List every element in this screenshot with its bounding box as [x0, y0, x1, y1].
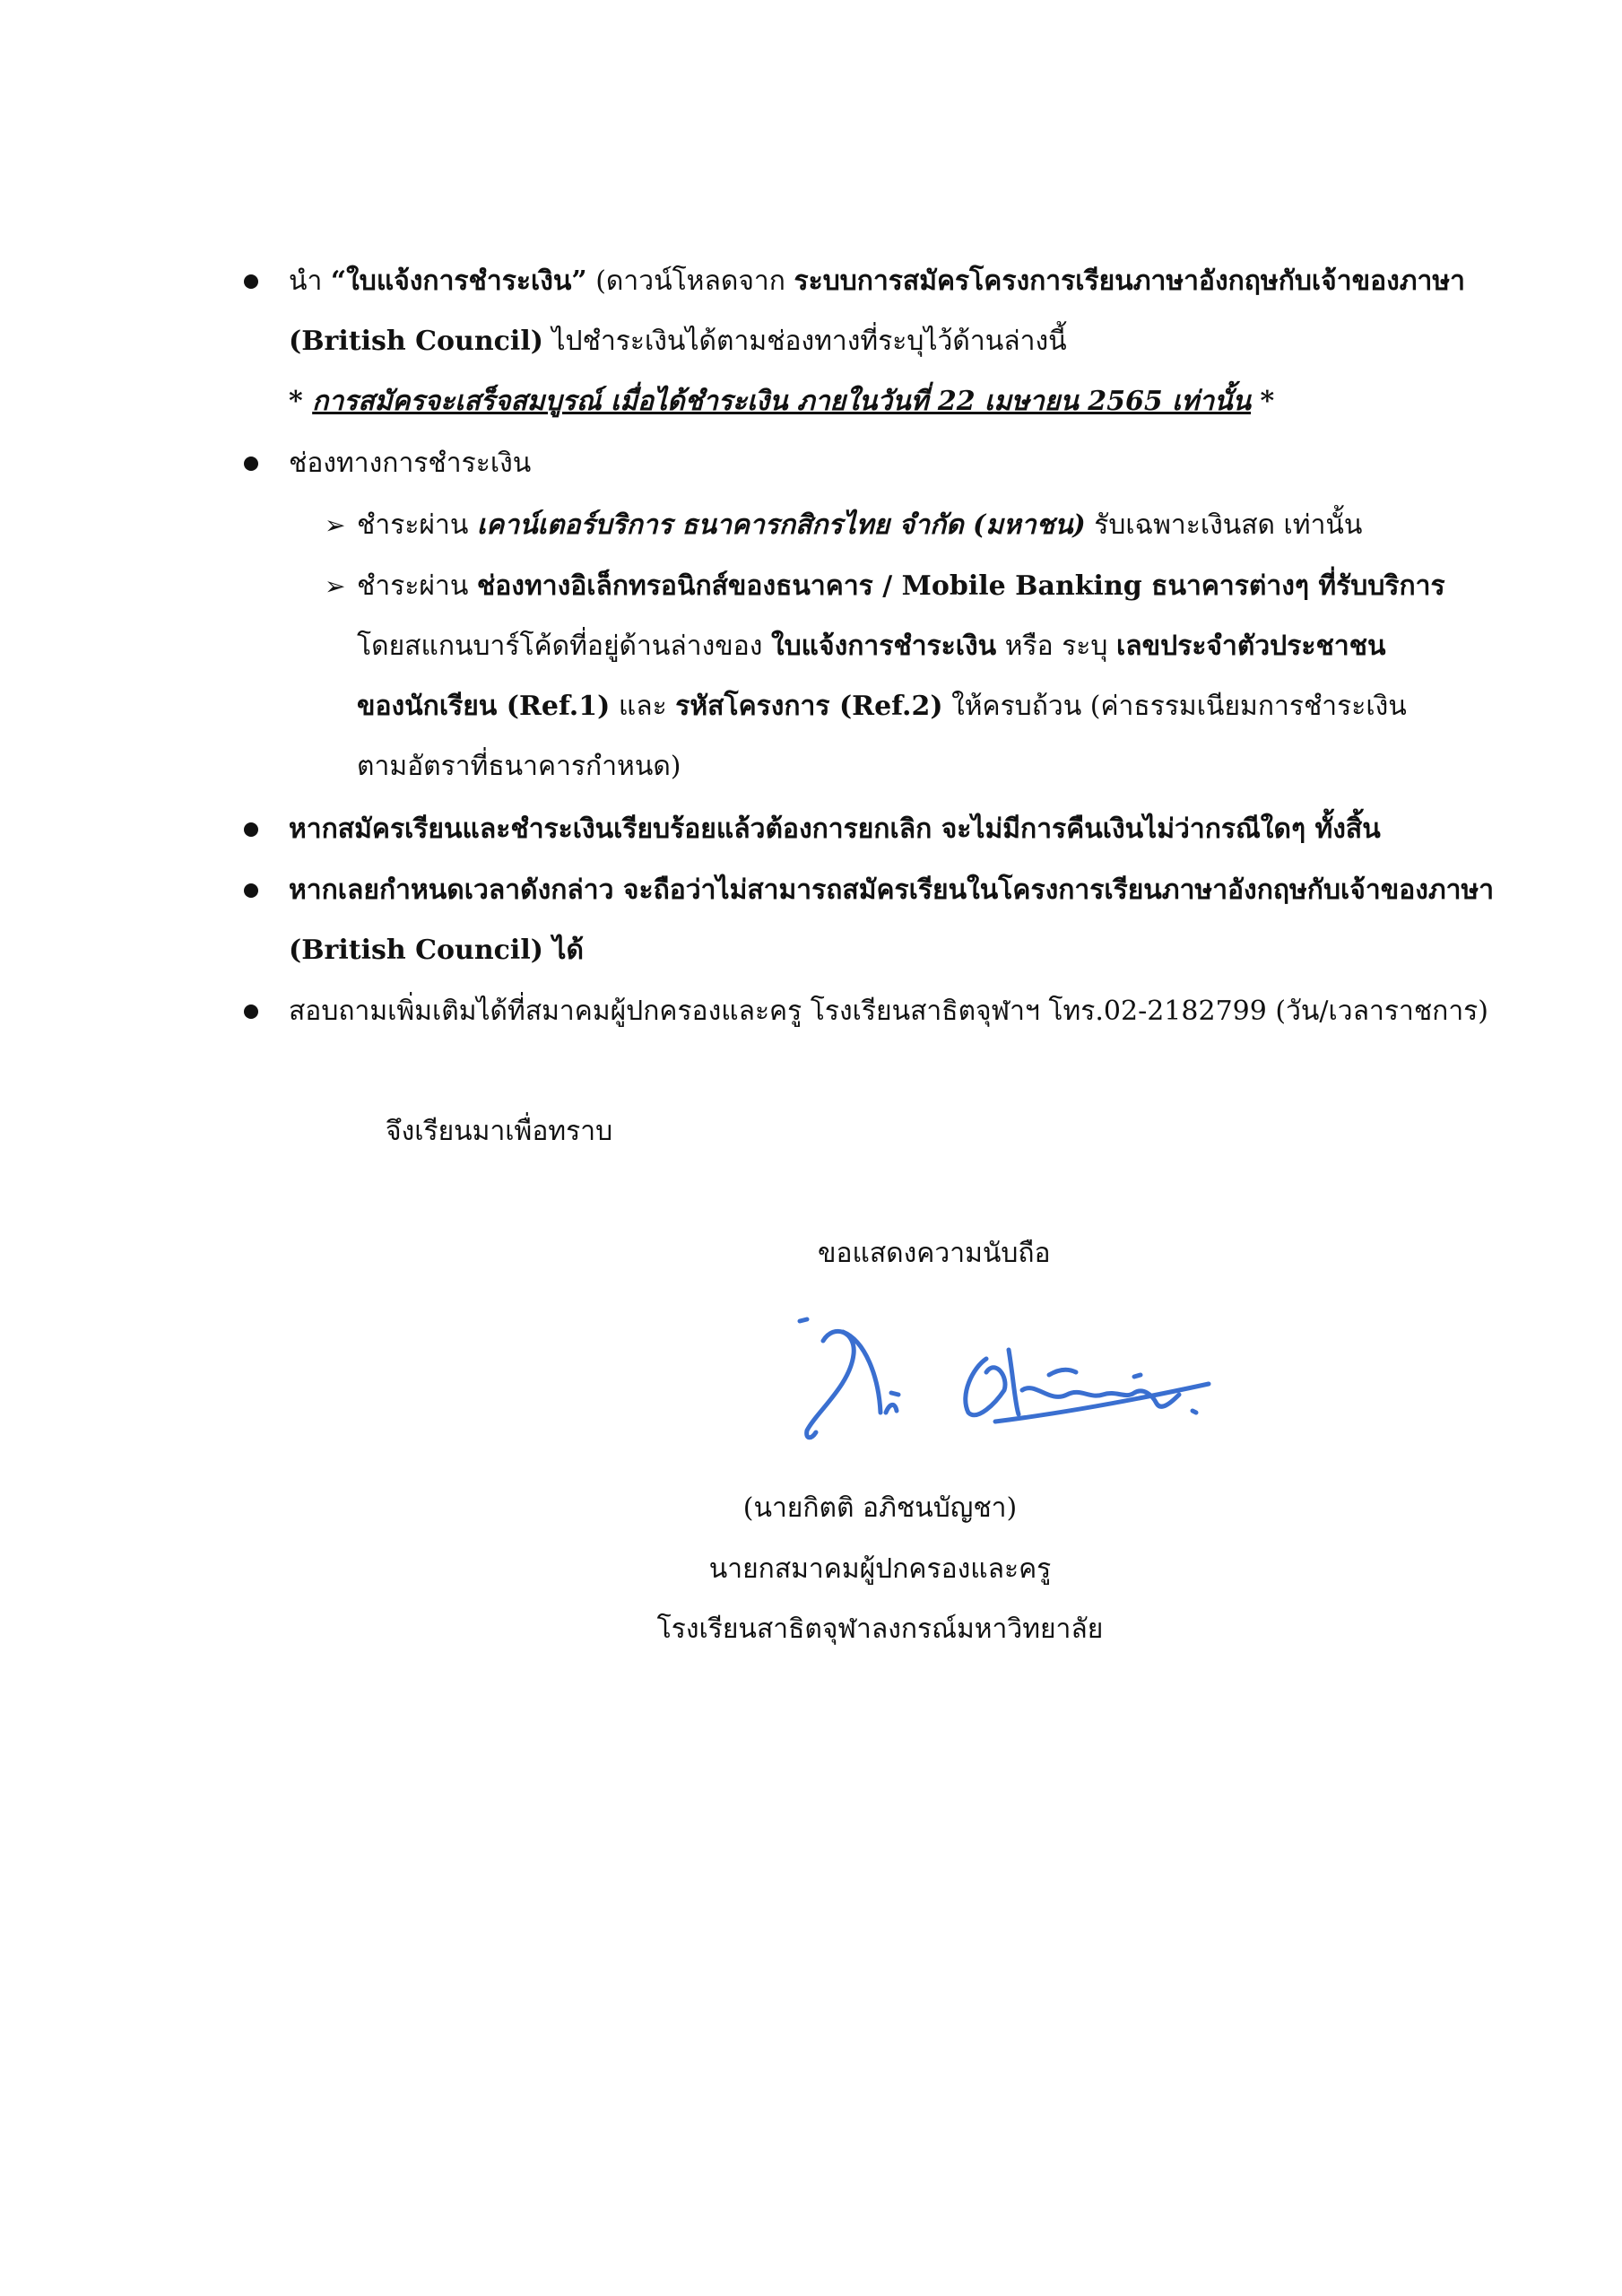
registration-system-label: ระบบการสมัครโครงการเรียนภาษาอังกฤษกับเจ้าของภาษา — [794, 265, 1466, 297]
sub1-suffix: รับเฉพาะเงินสด เท่านั้น — [1094, 509, 1363, 541]
sub2-text-e: ตามอัตราที่ธนาคารกำหนด) — [357, 751, 681, 782]
payment-slip-ref: ใบแจ้งการชำระเงิน — [770, 631, 997, 662]
item4-line2 — [289, 933, 584, 969]
regards-text: ขอแสดงความนับถือ — [818, 1238, 1051, 1269]
deadline-note — [289, 384, 1274, 420]
sub2-text-c: และ — [618, 691, 667, 722]
handwritten-signature — [780, 1305, 1237, 1484]
item1-line1 — [289, 264, 1465, 300]
item1-text-b: (ดาวน์โหลดจาก — [595, 265, 785, 297]
arrow-bullet-icon: ➢ — [325, 571, 346, 601]
item1-text-c: ไปชำระเงินได้ตามช่องทางที่ระบุไว้ด้านล่างนี้ — [551, 326, 1067, 357]
british-council-label: (British Council) — [289, 326, 543, 357]
deadline-note-text: การสมัครจะเสร็จสมบูรณ์ เมื่อได้ชำระเงิน ภายในวันที่ 22 เมษายน 2565 เท่านั้น — [312, 386, 1252, 417]
bullet-1 — [244, 274, 258, 289]
signer-position: นายกสมาคมผู้ปกครองและครู — [708, 1553, 1052, 1585]
sub2-text-b: หรือ ระบุ — [1004, 631, 1108, 662]
bullet-5 — [244, 1004, 258, 1019]
sub1-line — [357, 508, 1362, 544]
ref1-label: ของนักเรียน (Ref.1) — [357, 691, 611, 722]
arrow-bullet-icon: ➢ — [325, 510, 346, 540]
item5-line — [289, 994, 1488, 1030]
sub2-line3 — [357, 689, 1407, 725]
note-star-open: * — [289, 386, 303, 417]
signer-organization: โรงเรียนสาธิตจุฬาลงกรณ์มหาวิทยาลัย — [656, 1613, 1104, 1645]
payment-slip-label: “ใบแจ้งการชำระเงิน” — [330, 265, 587, 297]
item4-line1 — [289, 873, 1494, 909]
note-star-close: * — [1260, 386, 1275, 417]
sub2-text-d: ให้ครบถ้วน (ค่าธรรมเนียมการชำระเงิน — [951, 691, 1407, 722]
item1-text-a: นำ — [289, 265, 323, 297]
late-notice-line1: หากเลยกำหนดเวลาดังกล่าว จะถือว่าไม่สามารถสมัครเรียนในโครงการเรียนภาษาอังกฤษกับเจ้าของภาษา — [289, 874, 1495, 906]
item2-title — [289, 446, 531, 482]
signer-org-line — [0, 1612, 1622, 1648]
sub1-prefix: ชำระผ่าน — [357, 509, 469, 541]
bullet-3 — [244, 822, 258, 837]
sub2-text-a: โดยสแกนบาร์โค้ดที่อยู่ด้านล่างของ — [357, 631, 763, 662]
item1-line2 — [289, 324, 1067, 360]
contact-info: สอบถามเพิ่มเติมได้ที่สมาคมผู้ปกครองและครู โรงเรียนสาธิตจุฬาฯ โทร.02-2182799 (วัน/เวลาราชการ) — [289, 996, 1489, 1027]
kasikorn-counter-label: เคาน์เตอร์บริการ ธนาคารกสิกรไทย จำกัด (มหาชน) — [476, 509, 1086, 541]
sub2-line4 — [357, 749, 681, 785]
bullet-2 — [244, 457, 258, 471]
signer-name: (นายกิตติ อภิชนบัญชา) — [742, 1492, 1018, 1524]
regards-line — [818, 1236, 1051, 1272]
signer-name-line — [0, 1491, 1622, 1526]
closing-line — [386, 1114, 612, 1150]
mobile-banking-label: ช่องทางอิเล็กทรอนิกส์ของธนาคาร / Mobile Banking ธนาคารต่างๆ ที่รับบริการ — [476, 570, 1445, 602]
late-notice-line2: (British Council) ได้ — [289, 935, 584, 966]
no-refund-notice: หากสมัครเรียนและชำระเงินเรียบร้อยแล้วต้องการยกเลิก จะไม่มีการคืนเงินไม่ว่ากรณีใดๆ ทั้งสิ้น — [289, 813, 1381, 845]
item3-line — [289, 812, 1381, 848]
citizen-id-label: เลขประจำตัวประชาชน — [1116, 631, 1386, 662]
payment-channels-title: ช่องทางการชำระเงิน — [289, 448, 532, 479]
sub2-prefix: ชำระผ่าน — [357, 570, 469, 602]
ref2-label: รหัสโครงการ (Ref.2) — [675, 691, 943, 722]
bullet-4 — [244, 883, 258, 898]
closing-text: จึงเรียนมาเพื่อทราบ — [386, 1116, 613, 1147]
signer-position-line — [0, 1552, 1622, 1587]
sub2-line1 — [357, 569, 1445, 604]
sub2-line2 — [357, 629, 1386, 665]
